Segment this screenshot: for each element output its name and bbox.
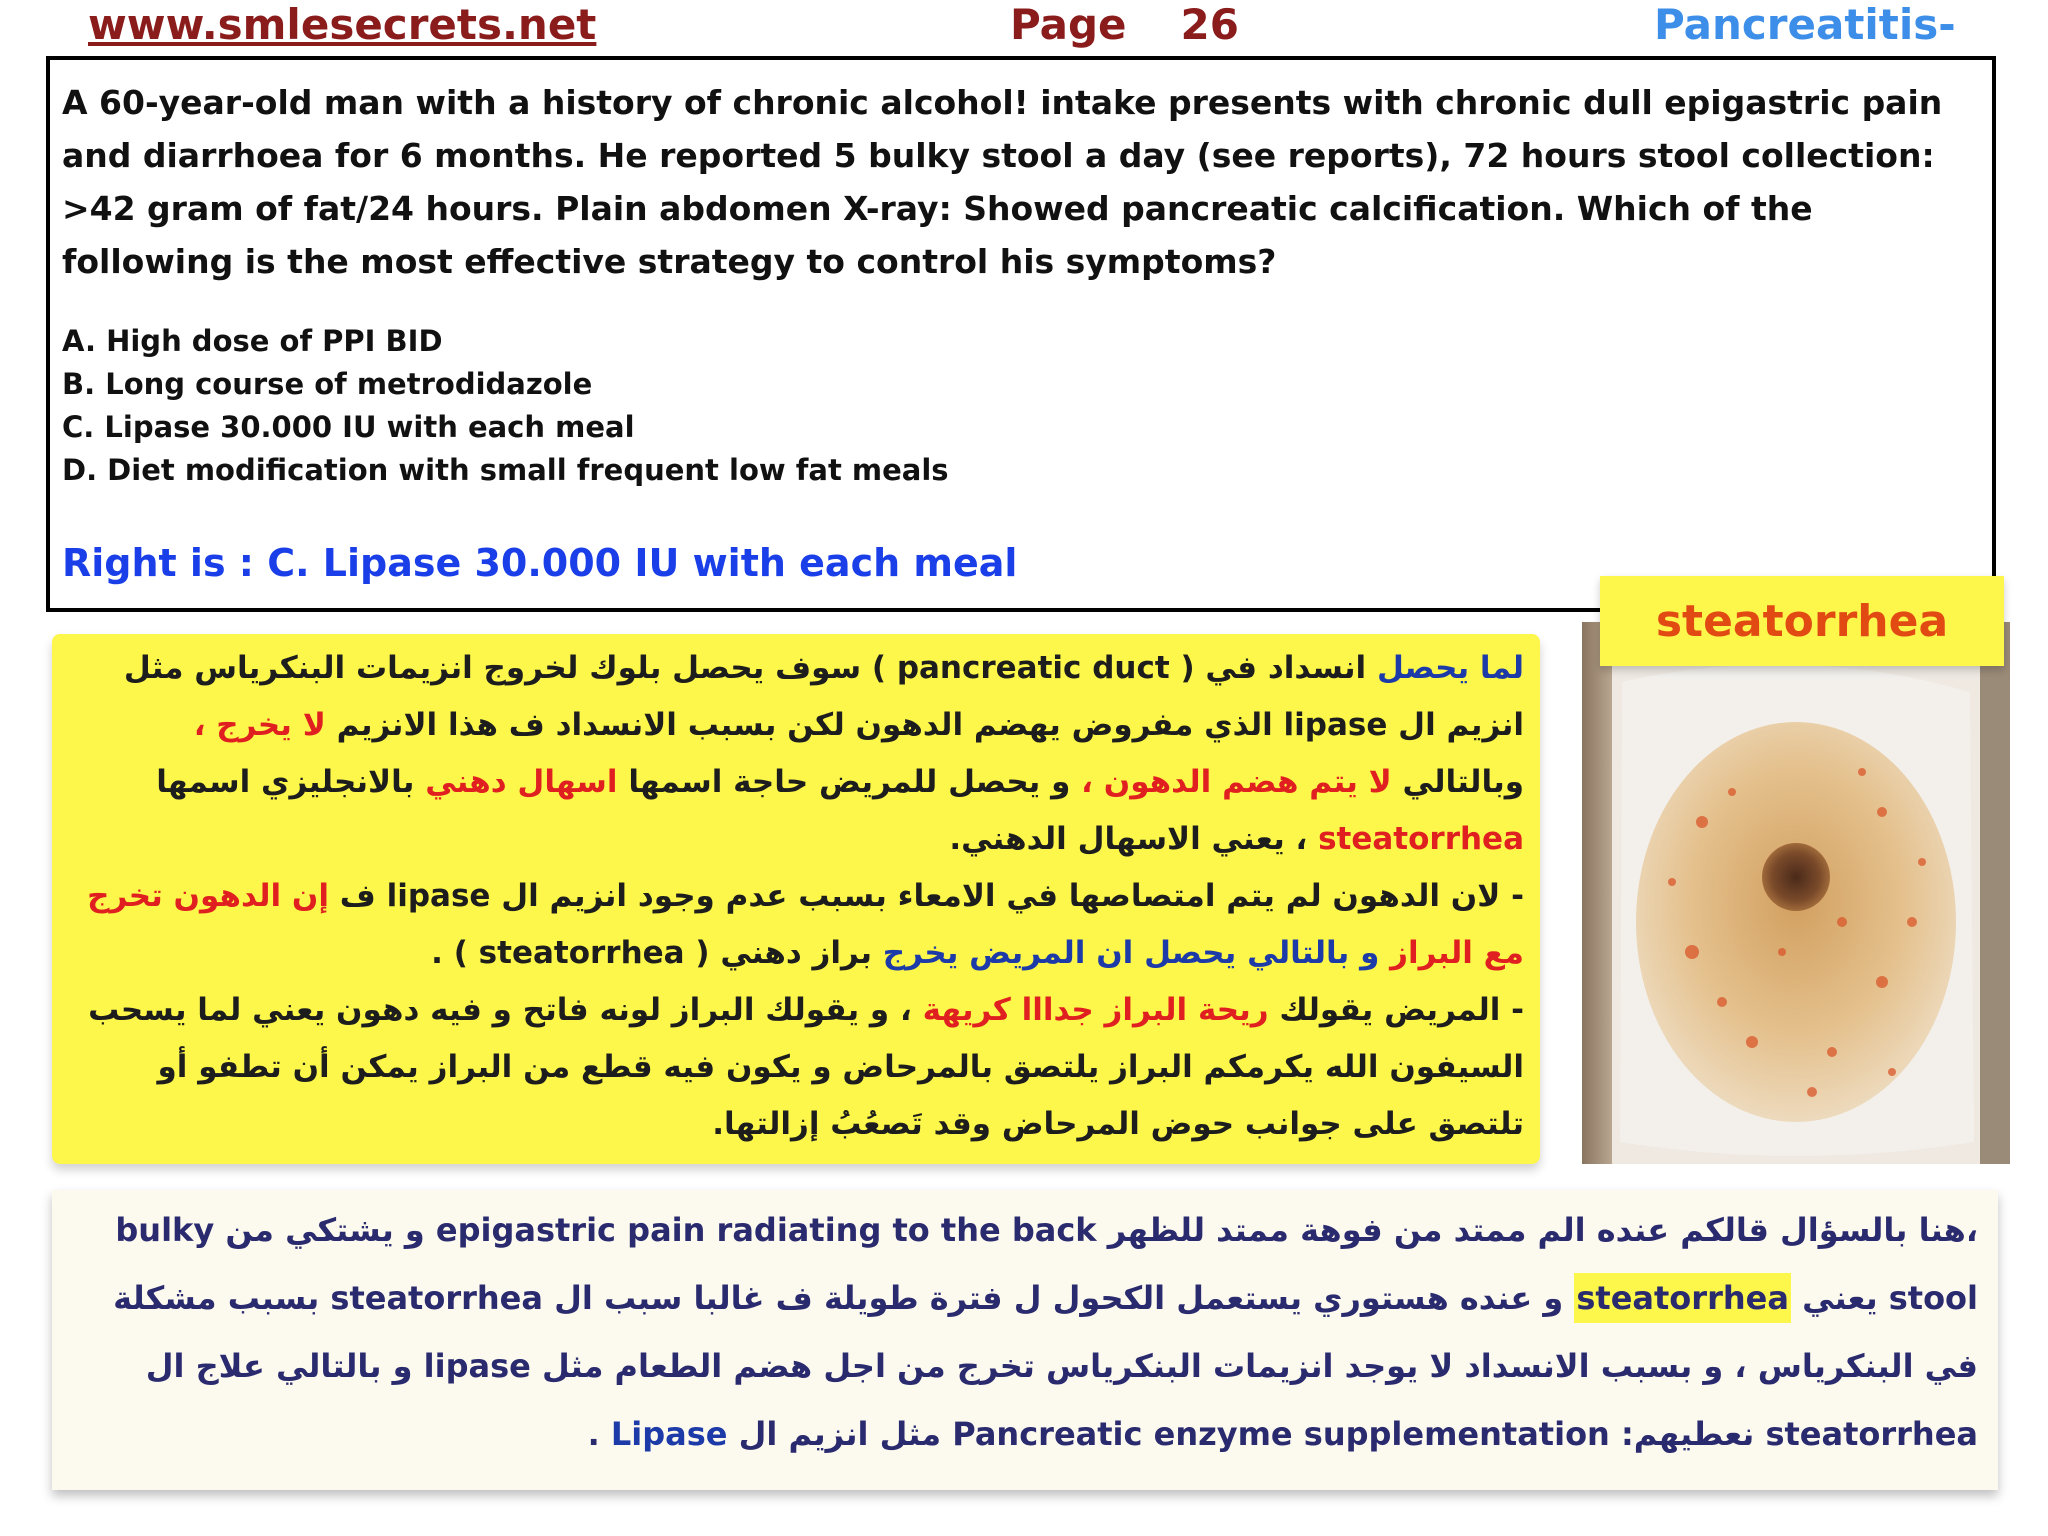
expl-p1-n: ، يعني الاسهال الدهني.	[949, 821, 1319, 857]
question-box	[46, 56, 1996, 612]
topic-title: Pancreatitis-	[1654, 0, 1956, 49]
question-stem: A 60-year-old man with a history of chronic alcohol! intake presents with chronic dull epigastric pain and diarrhoea for 6 months. He reported 5 bulky stool a day (see reports), 72 hours stool collection: >42 gram of fat/24 hours. Plain abdomen X-ray: Showed pancreatic calcification. Which of the following is the most effective strategy to control his symptoms?	[62, 83, 1943, 281]
sum-j: lipase	[423, 1347, 531, 1385]
sum-e: يعني	[1790, 1279, 1889, 1317]
answer-options	[62, 320, 1662, 492]
explanation-text	[68, 640, 1524, 1153]
expl-p3-c: ، و يقولك البراز لونه فاتح و فيه دهون يعني لما يسحب السيفون الله يكرمكم البراز يلتصق بالمرحاض و يكون فيه قطع من البراز يمكن أن تطفو أو تلتصق على جوانب حوض المرحاض وقد تَصعُبُ إزالتها.	[88, 992, 1524, 1142]
summary-text	[68, 1196, 1978, 1468]
expl-p2-i: ) .	[431, 935, 479, 971]
page-label: Page	[1010, 0, 1127, 49]
expl-p2-f: بالتالي يحصل ان المريض يخرج	[882, 935, 1350, 971]
sum-n: Pancreatic enzyme supplementation	[952, 1415, 1610, 1453]
expl-p2-b: lipase	[386, 878, 491, 914]
expl-p1-b: انسداد في (	[1169, 650, 1377, 686]
page-indicator	[1010, 0, 1239, 50]
expl-p2-a: - لان الدهون لم يتم امتصاصها في الامعاء بسبب عدم وجود انزيم ال	[490, 878, 1524, 914]
sum-o: مثل انزيم ال	[727, 1415, 953, 1453]
expl-p2-c: ف	[329, 878, 387, 914]
option-b: B. Long course of metrodidazole	[62, 367, 593, 401]
expl-p3-a: - المريض يقولك	[1268, 992, 1524, 1028]
expl-p1-a: لما يحصل	[1376, 650, 1524, 686]
option-d: D. Diet modification with small frequent low fat meals	[62, 453, 949, 487]
expl-p1-g: لا يخرج ،	[193, 707, 326, 743]
sum-a: ،هنا بالسؤال قالكم عنده الم ممتد من فوهة ممتد للظهر	[1096, 1211, 1978, 1249]
expl-p1-i: لا يتم هضم الدهون ،	[1081, 764, 1392, 800]
sum-q: .	[587, 1415, 611, 1453]
option-c: C. Lipase 30.000 IU with each meal	[62, 410, 635, 444]
expl-p1-l: بالانجليزي اسمها	[156, 764, 426, 800]
sum-c: و يشتكي من	[214, 1211, 436, 1249]
sum-k: و بالتالي علاج ال	[145, 1347, 424, 1385]
sum-h: steatorrhea	[330, 1279, 543, 1317]
expl-p2-e: و	[1349, 935, 1391, 971]
sum-l: steatorrhea	[1765, 1415, 1978, 1453]
expl-p2-h: steatorrhea	[478, 935, 685, 971]
sum-f: steatorrhea	[1574, 1273, 1791, 1323]
steatorrhea-photo	[1582, 622, 2010, 1164]
expl-p2-g: براز دهني (	[684, 935, 883, 971]
expl-p1-h: وبالتالي	[1391, 764, 1524, 800]
expl-p1-m: steatorrhea	[1318, 821, 1524, 857]
expl-p1-k: اسهال دهني	[425, 764, 618, 800]
page-number: 26	[1180, 0, 1239, 49]
toilet-bowl-image	[1582, 622, 2010, 1164]
option-a: A. High dose of PPI BID	[62, 324, 443, 358]
site-url-link[interactable]: www.smlesecrets.net	[88, 0, 597, 49]
expl-p1-j: و يحصل للمريض حاجة اسمها	[617, 764, 1082, 800]
sum-i: بسبب مشكلة في البنكرياس ، و بسبب الانسداد لا يوجد انزيمات البنكرياس تخرج من اجل هضم الطعام مثل	[113, 1279, 1978, 1385]
explanation-box	[52, 634, 1540, 1164]
expl-p3-b: ريحة البراز جدااا كريهة	[922, 992, 1269, 1028]
sum-p: Lipase	[610, 1415, 728, 1453]
sum-m: نعطيهم:	[1609, 1415, 1766, 1453]
expl-p2-d: إن الدهون تخرج مع البراز	[87, 878, 1524, 971]
summary-box	[52, 1190, 1998, 1490]
sum-g: و عنده هستوري يستعمل الكحول ل فترة طويلة ف غالبا سبب ال	[542, 1279, 1575, 1317]
correct-answer: Right is : C. Lipase 30.000 IU with each meal	[62, 541, 1018, 585]
expl-p1-e: lipase	[1283, 707, 1388, 743]
sum-d: bulky stool	[115, 1211, 1978, 1317]
steatorrhea-label: steatorrhea	[1600, 576, 2004, 666]
expl-p1-f: الذي مفروض يهضم الدهون لكن بسبب الانسداد ف هذا الانزيم	[325, 707, 1284, 743]
sum-b: epigastric pain radiating to the back	[435, 1211, 1097, 1249]
expl-p1-d: ) سوف يحصل بلوك لخروج انزيمات البنكرياس مثل انزيم ال	[123, 650, 1524, 743]
expl-p1-c: pancreatic duct	[896, 650, 1170, 686]
